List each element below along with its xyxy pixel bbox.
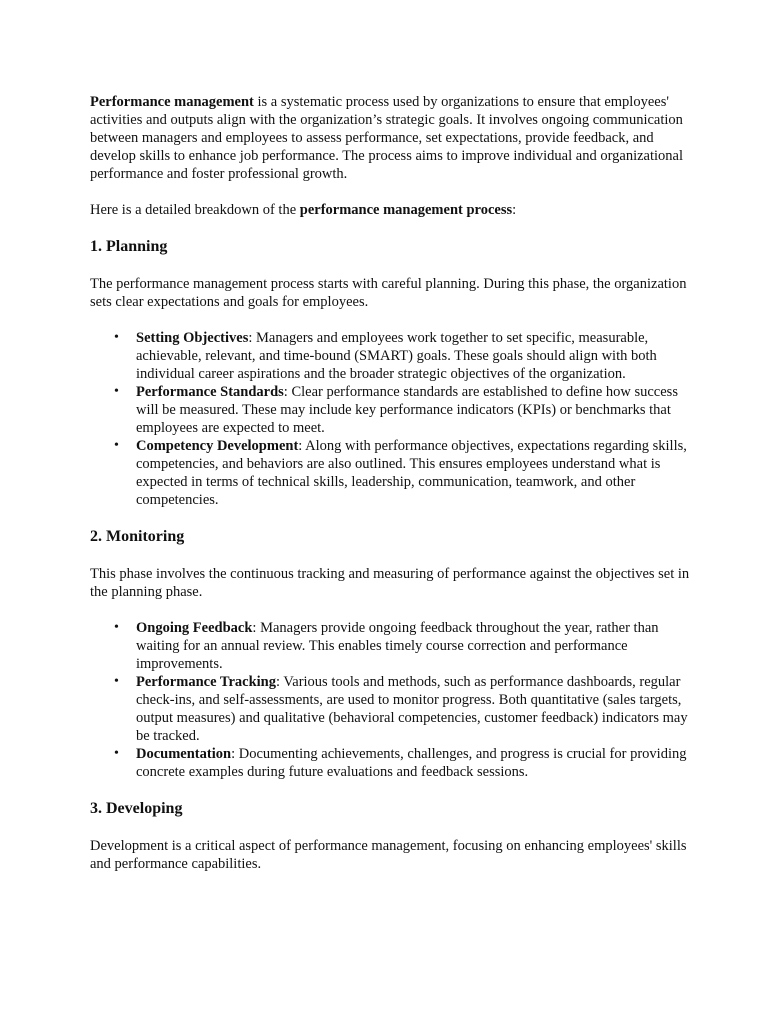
list-item-term: Performance Tracking (136, 674, 276, 690)
section-text-planning: The performance management process starts with careful planning. During this phase, the organization sets clear expectations and goals for employees. (90, 276, 687, 310)
intro-paragraph (90, 93, 690, 183)
document-body (90, 93, 690, 891)
list-item-desc: : Various tools and methods, such as performance dashboards, regular check-ins, and self-assessments, are used to monitor progress. Both quantitative (sales targets, output measures) and qualitative (behavioral competencies, customer feedback) indicators may be tracked. (136, 674, 688, 744)
list-item-term: Performance Standards (136, 384, 284, 400)
list-item (136, 673, 690, 745)
list-item-term: Documentation (136, 746, 232, 762)
lead-paragraph (90, 201, 690, 219)
bullet-list-monitoring (90, 619, 690, 781)
list-item-term: Ongoing Feedback (136, 620, 253, 636)
intro-text: is a systematic process used by organizations to ensure that employees' activities and outputs align with the organization’s strategic goals. It involves ongoing communication between managers and employees to assess performance, set expectations, provide feedback, and develop skills to enhance job performance. The process aims to improve individual and organizational performance and foster professional growth. (90, 94, 683, 182)
list-item (136, 619, 690, 673)
section-heading-developing: 3. Developing (90, 800, 183, 817)
list-item (136, 329, 690, 383)
intro-bold-term: Performance management (90, 94, 254, 110)
bullet-list-planning (90, 329, 690, 509)
list-item-desc: : Managers and employees work together to set specific, measurable, achievable, relevant, and time-bound (SMART) goals. These goals should align with both individual career aspirations and the broader strategic objectives of the organization. (136, 330, 657, 382)
list-item-term: Setting Objectives (136, 330, 249, 346)
lead-bold-term: performance management process (299, 202, 513, 218)
list-item-desc: : Along with performance objectives, expectations regarding skills, competencies, and behaviors are also outlined. This ensures employees understand what is expected in terms of technical skills, leadership, communication, teamwork, and other competencies. (136, 438, 687, 508)
list-item (136, 383, 690, 437)
list-item (136, 745, 690, 781)
section-text-monitoring: This phase involves the continuous tracking and measuring of performance against the objectives set in the planning phase. (90, 566, 690, 600)
section-text-developing: Development is a critical aspect of performance management, focusing on enhancing employees' skills and performance capabilities. (90, 838, 687, 872)
list-item-term: Competency Development (136, 438, 299, 454)
section-heading-planning: 1. Planning (90, 238, 168, 255)
list-item-desc: : Clear performance standards are established to define how success will be measured. These may include key performance indicators (KPIs) or benchmarks that employees are expected to meet. (136, 384, 678, 436)
list-item-desc: : Managers provide ongoing feedback throughout the year, rather than waiting for an annual review. This enables timely course correction and performance improvements. (136, 620, 659, 672)
list-item-desc: : Documenting achievements, challenges, and progress is crucial for providing concrete examples during future evaluations and feedback sessions. (136, 746, 687, 780)
lead-punct: : (512, 202, 517, 218)
list-item (136, 437, 690, 509)
section-heading-monitoring: 2. Monitoring (90, 528, 185, 545)
lead-text: Here is a detailed breakdown of the (90, 202, 300, 218)
